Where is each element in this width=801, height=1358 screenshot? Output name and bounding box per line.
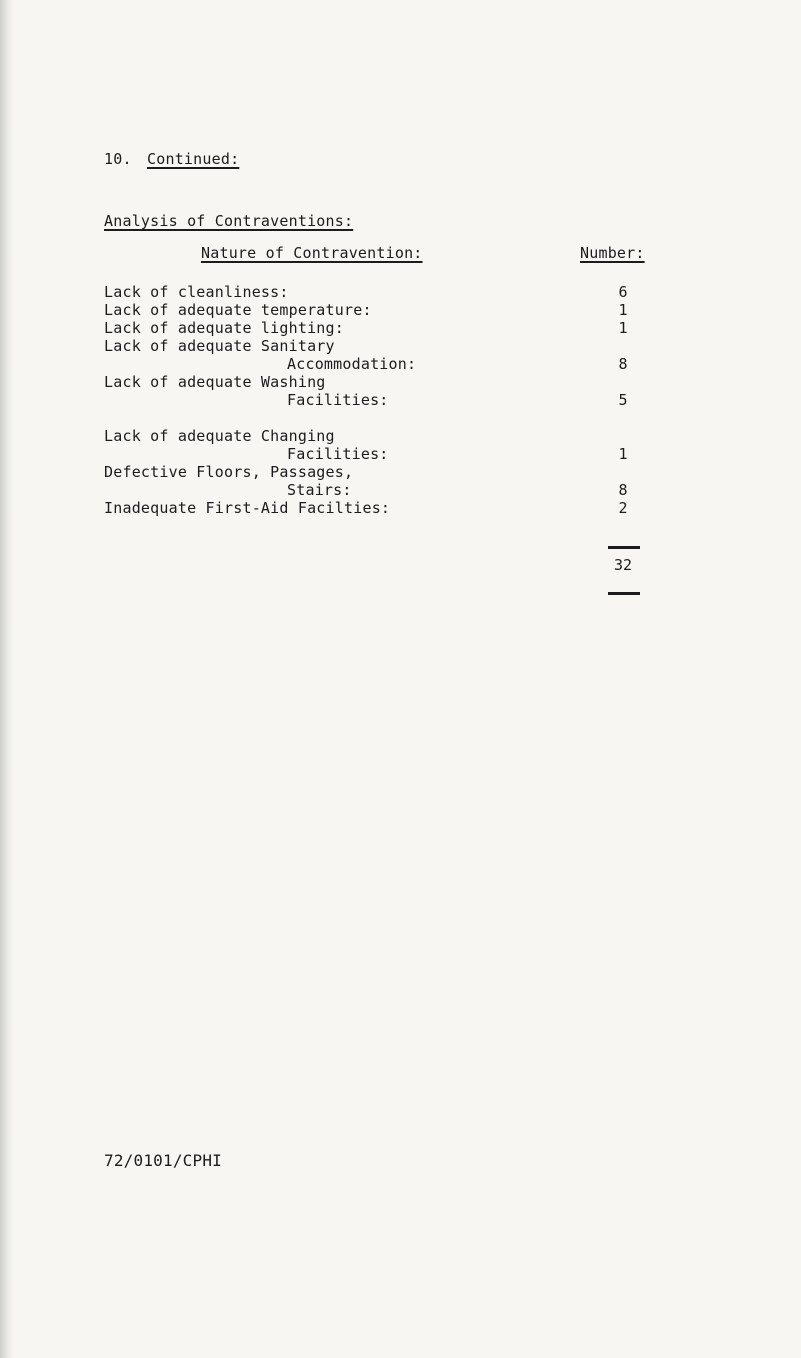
scan-page-edge [0,0,14,1358]
row-value: 8 [618,355,628,373]
row-label: Lack of adequate Changing [104,427,335,445]
row-label: Lack of adequate Sanitary [104,337,335,355]
total-value: 32 [613,556,633,574]
row-label-continued: Facilities: [287,391,389,409]
section-number: 10. [104,150,132,168]
row-value: 2 [618,499,628,517]
column-header-nature: Nature of Contravention: [201,244,423,262]
row-value: 8 [618,481,628,499]
row-label: Lack of adequate Washing [104,373,326,391]
row-label: Inadequate First-Aid Facilties: [104,499,391,517]
row-value: 6 [618,283,628,301]
row-value: 1 [618,319,628,337]
row-value: 1 [618,445,628,463]
footer-reference-code: 72/0101/CPHI [104,1151,222,1170]
row-label-continued: Accommodation: [287,355,417,373]
total-top-rule [608,546,640,549]
total-bottom-rule [608,592,640,595]
column-header-number: Number: [580,244,645,262]
row-label: Lack of cleanliness: [104,283,289,301]
row-label: Defective Floors, Passages, [104,463,354,481]
analysis-heading: Analysis of Contraventions: [104,212,354,230]
row-label: Lack of adequate lighting: [104,319,344,337]
row-value: 5 [618,391,628,409]
section-title: Continued: [147,150,240,168]
row-label-continued: Stairs: [287,481,352,499]
row-label: Lack of adequate temperature: [104,301,372,319]
row-value: 1 [618,301,628,319]
row-label-continued: Facilities: [287,445,389,463]
